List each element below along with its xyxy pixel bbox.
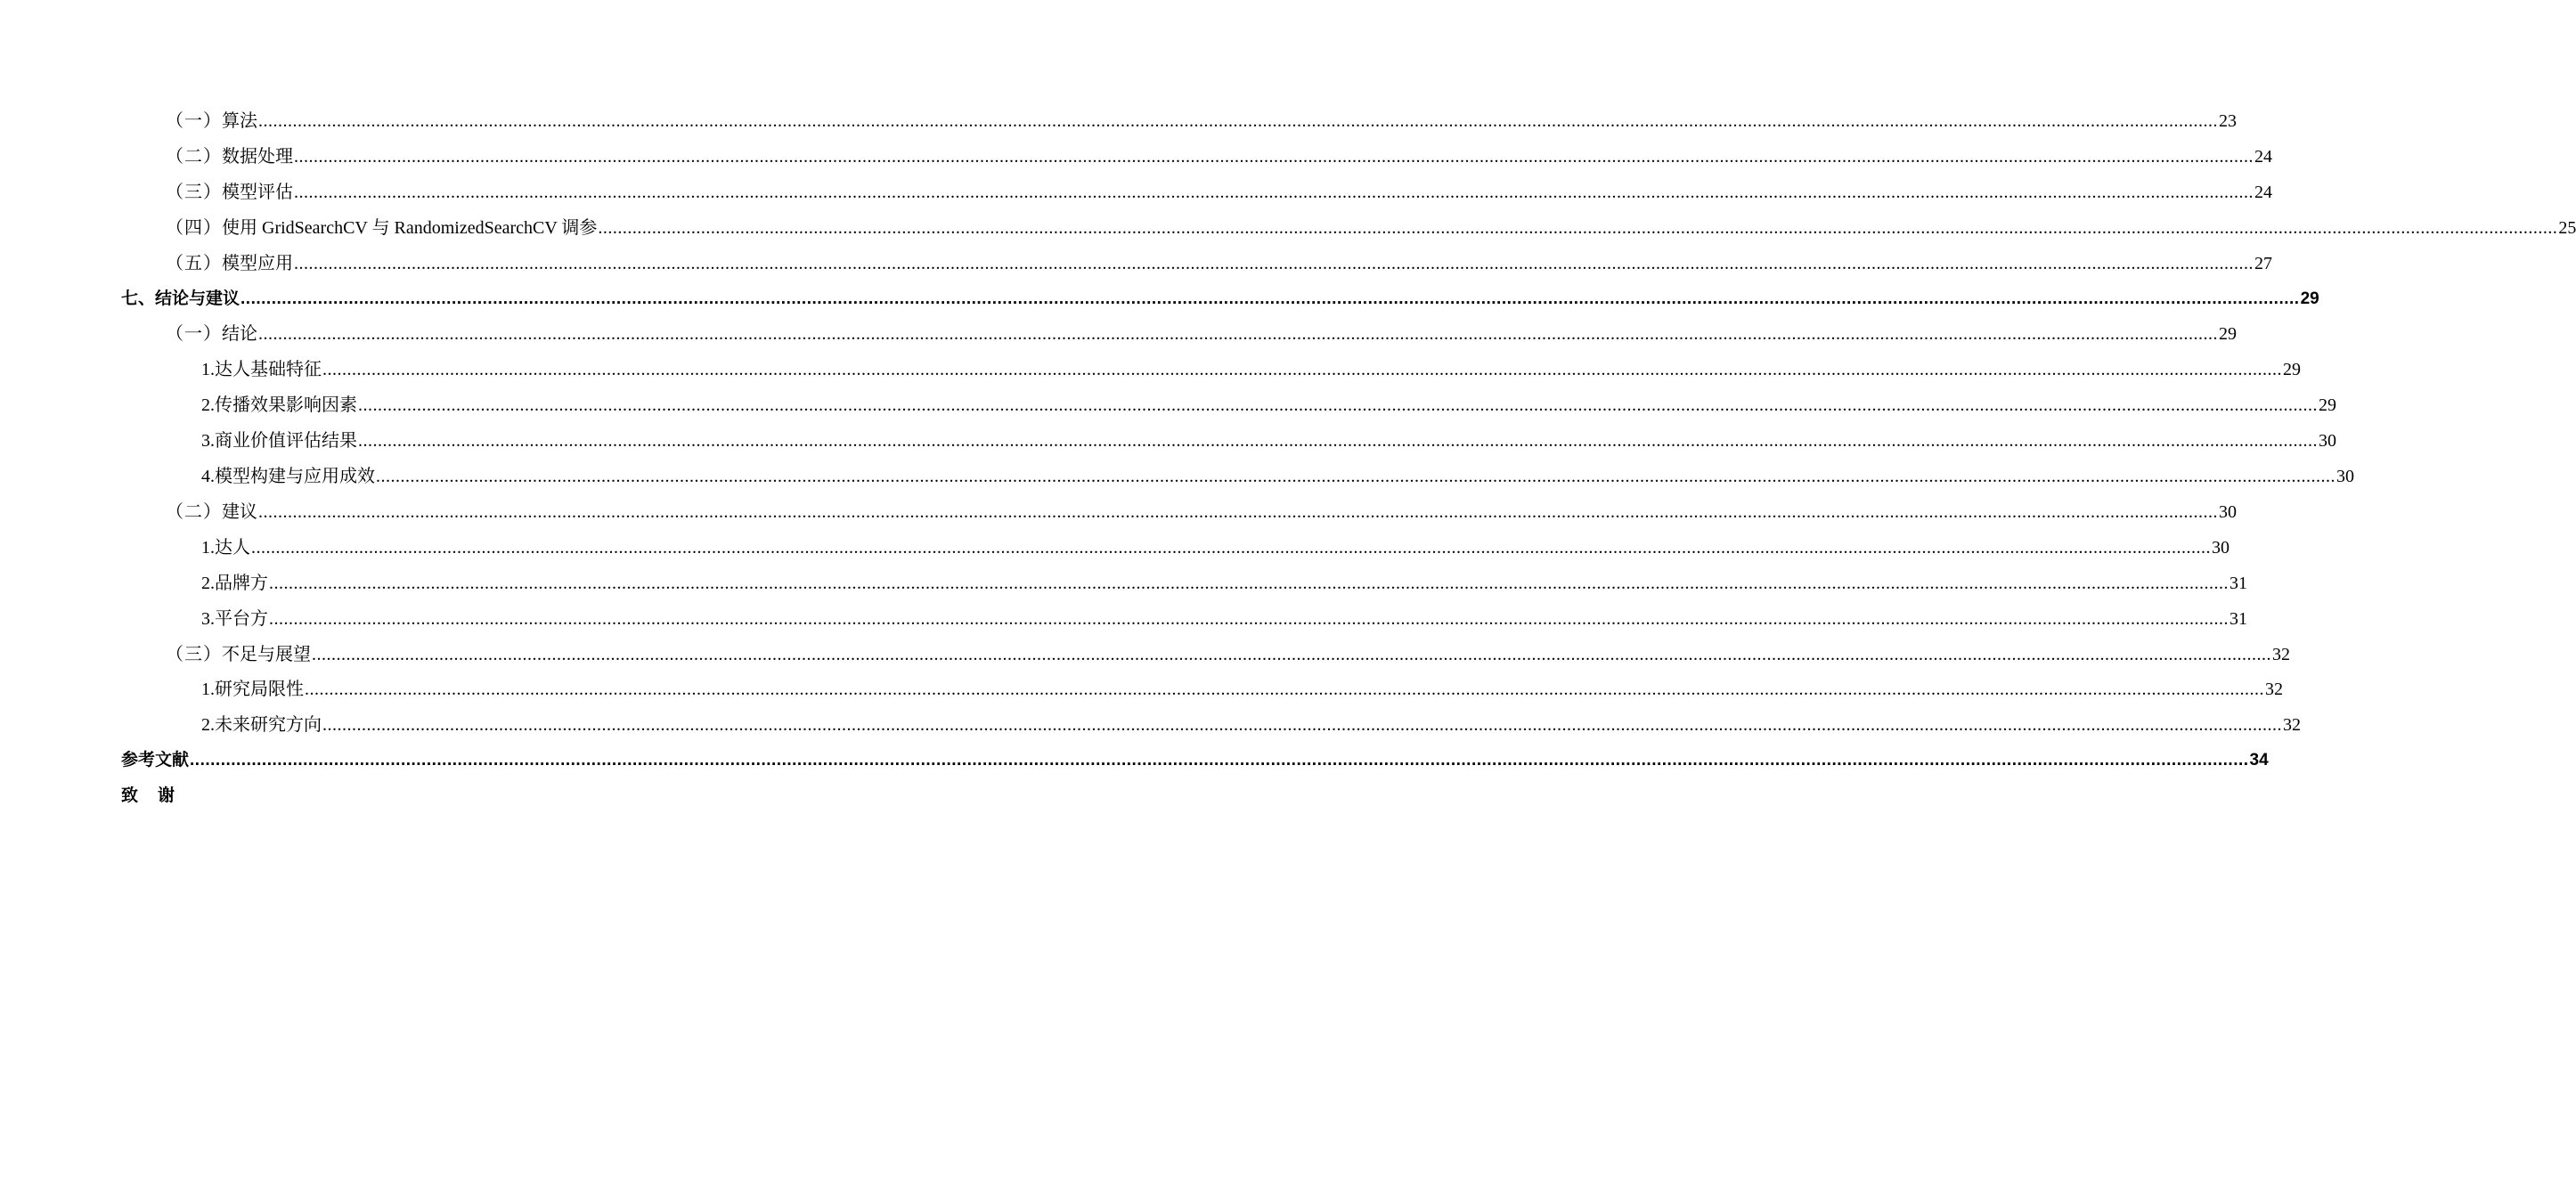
toc-dot-leader: ................................................................................................................................................................................................................................................................................................................................................................................................................ [269, 573, 2229, 593]
toc-page-number: 29 [2300, 289, 2319, 308]
toc-entry-title: 结论与建议 [155, 289, 240, 308]
toc-entry-marker: （二） [166, 501, 222, 522]
toc-entry-title: 商业价值评估结果 [215, 431, 357, 452]
toc-page-number: 31 [2230, 573, 2247, 593]
toc-section-entry[interactable] [166, 494, 2237, 530]
toc-entry-title: 模型应用 [222, 253, 293, 273]
toc-dot-leader: ................................................................................................................................................................................................................................................................................................................................................................................................................ [258, 111, 2218, 131]
toc-subsection-entry[interactable] [201, 566, 2247, 601]
toc-entry-title: 研究局限性 [215, 680, 304, 700]
toc-entry-title: 致谢 [121, 786, 195, 806]
toc-entry-marker: 2. [201, 395, 215, 416]
toc-page-number: 27 [2254, 253, 2272, 273]
toc-section-entry[interactable] [166, 103, 2237, 139]
toc-page-number: 29 [2319, 395, 2336, 416]
toc-entry-marker: （五） [166, 253, 222, 273]
toc-entry-title: 模型评估 [222, 182, 293, 202]
toc-page-number: 30 [2336, 467, 2354, 486]
toc-entry-marker: （一） [166, 324, 222, 345]
toc-entry-marker: 1. [201, 360, 215, 380]
toc-section-entry[interactable] [166, 637, 2290, 672]
toc-entry-title: 达人 [215, 537, 250, 558]
toc-entry-title: 不足与展望 [222, 644, 311, 664]
toc-dot-leader: ................................................................................................................................................................................................................................................................................................................................................................................................................ [305, 680, 2264, 700]
toc-section-entry[interactable] [166, 246, 2272, 281]
toc-entry-marker: 2. [201, 715, 215, 736]
toc-entry-marker: （四） [166, 217, 222, 238]
toc-dot-leader: ................................................................................................................................................................................................................................................................................................................................................................................................................ [322, 360, 2282, 380]
toc-dot-leader: ................................................................................................................................................................................................................................................................................................................................................................................................................ [258, 324, 2218, 345]
toc-dot-leader: ................................................................................................................................................................................................................................................................................................................................................................................................................ [258, 501, 2218, 522]
toc-entry-title: 参考文献 [121, 751, 190, 770]
toc-page-number: 31 [2230, 608, 2247, 629]
toc-entry-marker: （二） [166, 146, 222, 167]
toc-entry-marker: （三） [166, 644, 222, 664]
toc-entry-title: 传播效果影响因素 [215, 395, 357, 416]
toc-subsection-entry[interactable] [201, 387, 2336, 423]
toc-entry-marker: （一） [166, 111, 222, 131]
toc-page-number: 32 [2265, 680, 2283, 700]
toc-dot-leader: ................................................................................................................................................................................................................................................................................................................................................................................................................ [322, 715, 2282, 736]
toc-entry-marker: 3. [201, 431, 215, 452]
toc-entry-title: 模型构建与应用成效 [215, 467, 375, 486]
toc-chapter-entry[interactable] [121, 778, 758, 814]
toc-page-number: 24 [2254, 182, 2272, 202]
toc-entry-title: 结论 [222, 324, 257, 345]
toc-entry-marker: 3. [201, 608, 215, 629]
toc-section-entry[interactable] [166, 175, 2272, 210]
toc-page-number: 32 [2283, 715, 2301, 736]
toc-entry-title: 平台方 [215, 608, 268, 629]
toc-dot-leader: ................................................................................................................................................................................................................................................................................................................................................................................................................ [358, 431, 2318, 452]
toc-entry-title: 数据处理 [222, 146, 293, 167]
toc-page-number: 30 [2219, 501, 2237, 522]
toc-page-number: 30 [2319, 431, 2336, 452]
toc-dot-leader: ................................................................................................................................................................................................................................................................................................................................................................................................................ [294, 182, 2254, 202]
toc-entry-marker: 2. [201, 573, 215, 593]
toc-chapter-entry[interactable] [121, 743, 2269, 778]
toc-page-number: 30 [2212, 537, 2230, 558]
toc-entry-title: 未来研究方向 [215, 715, 322, 736]
toc-section-entry[interactable] [166, 139, 2272, 175]
toc-section-entry[interactable] [166, 210, 2576, 246]
toc-page-number: 32 [2272, 644, 2290, 664]
toc-dot-leader: ................................................................................................................................................................................................................................................................................................................................................................................................................ [240, 289, 2300, 308]
toc-page-number: 34 [2249, 751, 2269, 770]
toc-entry-title: 建议 [222, 501, 257, 522]
toc-entry-title: 品牌方 [215, 573, 268, 593]
toc-page-number: 29 [2219, 324, 2237, 345]
toc-dot-leader: ................................................................................................................................................................................................................................................................................................................................................................................................................ [251, 537, 2211, 558]
toc-dot-leader: ................................................................................................................................................................................................................................................................................................................................................................................................................ [190, 751, 2249, 770]
toc-chapter-entry[interactable] [121, 281, 2319, 317]
toc-page-number: 24 [2254, 146, 2272, 167]
toc-entry-marker: 4. [201, 467, 215, 486]
toc-subsection-entry[interactable] [201, 459, 2354, 494]
toc-page-number: 23 [2219, 111, 2237, 131]
toc-dot-leader: ................................................................................................................................................................................................................................................................................................................................................................................................................ [598, 217, 2558, 238]
toc-dot-leader: ................................................................................................................................................................................................................................................................................................................................................................................................................ [312, 644, 2271, 664]
toc-entry-marker: （三） [166, 182, 222, 202]
toc-dot-leader: ................................................................................................................................................................................................................................................................................................................................................................................................................ [269, 608, 2229, 629]
toc-subsection-entry[interactable] [201, 352, 2301, 387]
toc-dot-leader: ................................................................................................................................................................................................................................................................................................................................................................................................................ [294, 146, 2254, 167]
toc-dot-leader: ................................................................................................................................................................................................................................................................................................................................................................................................................ [358, 395, 2318, 416]
toc-dot-leader: ................................................................................................................................................................................................................................................................................................................................................................................................................ [294, 253, 2254, 273]
toc-entry-title: 达人基础特征 [215, 360, 322, 380]
toc-page-number: 29 [2283, 360, 2301, 380]
toc-subsection-entry[interactable] [201, 423, 2336, 459]
toc-subsection-entry[interactable] [201, 601, 2247, 637]
toc-entry-title: 使用 GridSearchCV 与 RandomizedSearchCV 调参 [222, 217, 598, 238]
toc-subsection-entry[interactable] [201, 707, 2301, 743]
toc-subsection-entry[interactable] [201, 672, 2283, 707]
toc-entry-marker: 1. [201, 537, 215, 558]
toc-dot-leader: ................................................................................................................................................................................................................................................................................................................................................................................................................ [376, 467, 2336, 486]
toc-entry-marker: 1. [201, 680, 215, 700]
toc-page-number: 25 [2558, 217, 2576, 238]
toc-section-entry[interactable] [166, 316, 2237, 352]
toc-entry-title: 算法 [222, 111, 257, 131]
toc-subsection-entry[interactable] [201, 530, 2230, 566]
toc-entry-marker: 七、 [121, 289, 156, 308]
